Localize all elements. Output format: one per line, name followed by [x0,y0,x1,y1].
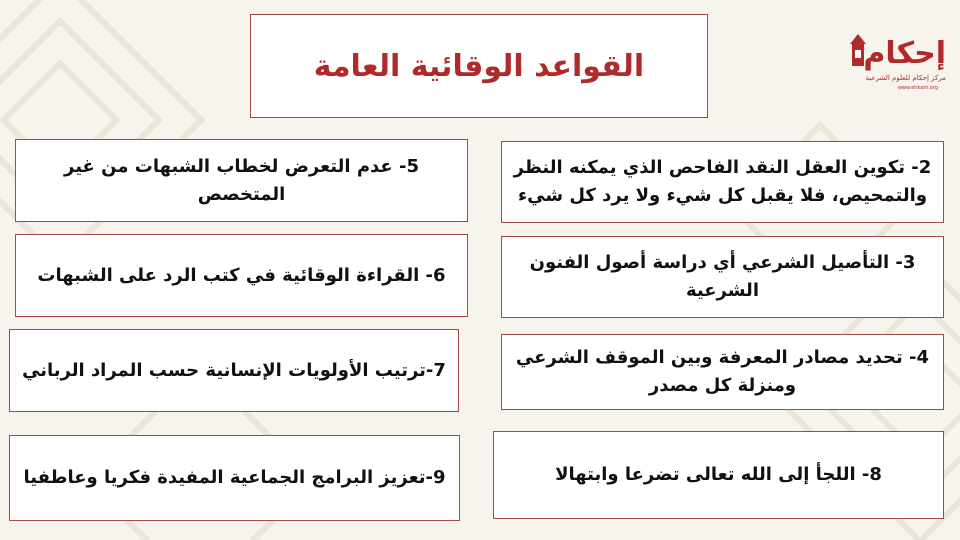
rule-box-8 [493,431,944,519]
rule-text-4: 4- تحديد مصادر المعرفة وبين الموقف الشرعي ومنزلة كل مصدر [515,347,930,396]
rule-box-5 [15,139,468,222]
logo-subtitle: مركز إحكام للعلوم الشرعية [865,74,946,82]
rule-text-9: 9-تعزيز البرامج الجماعية المفيدة فكريا وعاطفيا [23,467,446,489]
rule-text-2: 2- تكوين العقل النقد الفاحص الذي يمكنه النظر والتمحيص، فلا يقبل كل شيء ولا يرد كل شيء [513,157,932,206]
ehkam-logo [848,24,952,94]
rule-text-8: 8- اللجأ إلى الله تعالى تضرعا وابتهالا [555,464,882,486]
logo-name: إحكام [863,36,946,71]
rule-box-7 [9,329,459,412]
rule-box-4 [501,334,944,410]
logo-website: www.ehkam.org [897,85,938,91]
rule-box-6 [15,234,468,317]
rule-box-9 [9,435,460,521]
rule-box-3 [501,236,944,318]
rule-text-5: 5- عدم التعرض لخطاب الشبهات من غير المتخصص [64,155,419,205]
rule-text-3: 3- التأصيل الشرعي أي دراسة أصول الفنون الشرعية [529,252,916,301]
slide-title: القواعد الوقائية العامة [313,48,645,84]
title-box [250,14,708,118]
rule-text-6: 6- القراءة الوقائية في كتب الرد على الشبهات [37,264,446,286]
rule-box-2 [501,141,944,223]
rule-text-7: 7-ترتيب الأولويات الإنسانية حسب المراد الرباني [22,359,446,381]
